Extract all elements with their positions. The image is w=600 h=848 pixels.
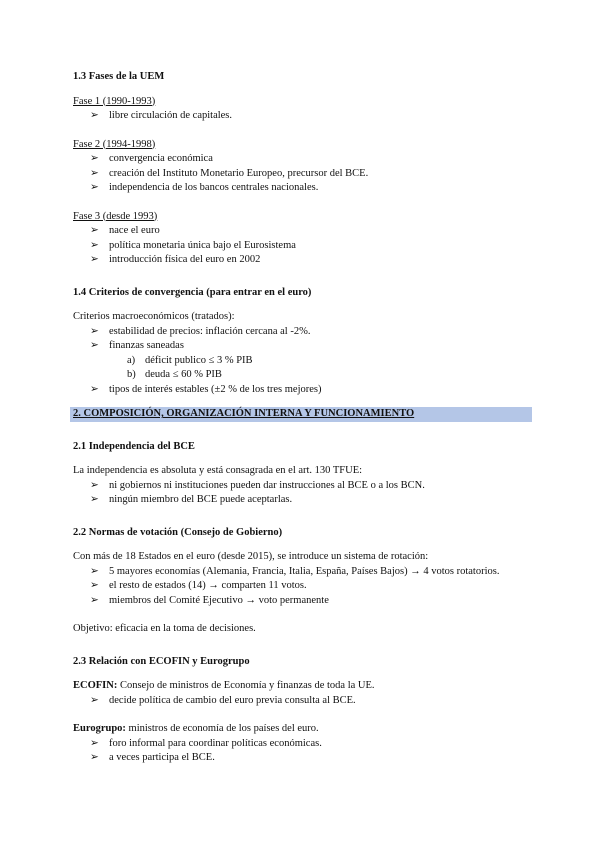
list-item: ➢ decide política de cambio del euro previa consulta al BCE. — [73, 694, 533, 709]
list-item: ➢ ningún miembro del BCE puede aceptarlas. — [73, 493, 533, 508]
fase2-label: Fase 2 (1994-1998) — [73, 138, 156, 150]
heading-2-1: 2.1 Independencia del BCE — [73, 440, 195, 452]
list-item: ➢ introducción física del euro en 2002 — [73, 253, 533, 268]
heading-2-2: 2.2 Normas de votación (Consejo de Gobierno) — [73, 526, 283, 538]
fase1-label: Fase 1 (1990-1993) — [73, 95, 156, 107]
list-item: ➢ el resto de estados (14) → comparten 11 votos. — [73, 579, 533, 594]
list-item: ➢ estabilidad de precios: inflación cercana al -2%. — [73, 325, 533, 340]
arrow-bullet-icon: ➢ — [90, 383, 99, 395]
arrow-bullet-icon: ➢ — [90, 110, 99, 121]
arrow-bullet-icon: ➢ — [90, 225, 99, 236]
list-item: ➢ independencia de los bancos centrales nacionales. — [73, 181, 533, 196]
arrow-bullet-icon: ➢ — [90, 153, 99, 164]
list-item: ➢ creación del Instituto Monetario Europeo, precursor del BCE. — [73, 167, 533, 182]
list-item: ➢ nace el euro — [73, 224, 533, 239]
arrow-bullet-icon: ➢ — [90, 737, 99, 749]
arrow-bullet-icon: ➢ — [90, 182, 99, 193]
voting-intro: Con más de 18 Estados en el euro (desde 2015), se introduce un sistema de rotación: — [73, 551, 429, 562]
arrow-bullet-icon: ➢ — [90, 694, 99, 706]
list-item: ➢ foro informal para coordinar políticas económicas. — [73, 737, 533, 752]
heading-2-3: 2.3 Relación con ECOFIN y Eurogrupo — [73, 655, 250, 667]
independence-intro: La independencia es absoluta y está consagrada en el art. 130 TFUE: — [73, 465, 363, 476]
list-item: ➢ política monetaria única bajo el Eurosistema — [73, 239, 533, 254]
sub-list-item: a) déficit publico ≤ 3 % PIB — [127, 354, 253, 366]
document-page — [73, 70, 533, 766]
eurogrupo-definition: Eurogrupo: ministros de economía de los países del euro. — [73, 723, 319, 734]
list-item: ➢ tipos de interés estables (±2 % de los tres mejores) — [73, 383, 533, 398]
arrow-bullet-icon: ➢ — [90, 479, 99, 491]
section-2-heading: 2. COMPOSICIÓN, ORGANIZACIÓN INTERNA Y FUNCIONAMIENTO — [70, 407, 532, 422]
ecofin-label: ECOFIN: — [73, 680, 118, 691]
eurogrupo-label: Eurogrupo: — [73, 723, 126, 734]
heading-1-4: 1.4 Criterios de convergencia (para entrar en el euro) — [73, 286, 312, 298]
heading-1-3: 1.3 Fases de la UEM — [73, 71, 165, 82]
arrow-bullet-icon: ➢ — [90, 580, 99, 591]
list-item: ➢ a veces participa el BCE. — [73, 751, 533, 766]
arrow-bullet-icon: ➢ — [90, 340, 99, 351]
arrow-bullet-icon: ➢ — [90, 494, 99, 505]
arrow-bullet-icon: ➢ — [90, 565, 99, 577]
list-item: ➢ 5 mayores economías (Alemania, Francia, Italia, España, Países Bajos) → 4 votos rotatorios. — [73, 565, 533, 580]
arrow-bullet-icon: ➢ — [90, 167, 99, 179]
fase3-label: Fase 3 (desde 1993) — [73, 210, 158, 222]
ecofin-definition: ECOFIN: Consejo de ministros de Economía y finanzas de toda la UE. — [73, 680, 375, 691]
list-item: ➢ libre circulación de capitales. — [73, 109, 533, 124]
list-item: ➢ miembros del Comité Ejecutivo → voto permanente — [73, 594, 533, 609]
sub-list-item: b) deuda ≤ 60 % PIB — [127, 369, 222, 380]
voting-objective: Objetivo: eficacia en la toma de decisiones. — [73, 623, 256, 634]
list-item: ➢ ni gobiernos ni instituciones pueden dar instrucciones al BCE o a los BCN. — [73, 479, 533, 494]
arrow-bullet-icon: ➢ — [90, 594, 99, 606]
list-item: ➢ finanzas saneadas — [73, 339, 533, 354]
arrow-bullet-icon: ➢ — [90, 254, 99, 265]
list-item: ➢ convergencia económica — [73, 152, 533, 167]
arrow-bullet-icon: ➢ — [90, 752, 99, 763]
criteria-intro: Criterios macroeconómicos (tratados): — [73, 311, 235, 322]
arrow-bullet-icon: ➢ — [90, 325, 99, 337]
arrow-bullet-icon: ➢ — [90, 239, 99, 251]
